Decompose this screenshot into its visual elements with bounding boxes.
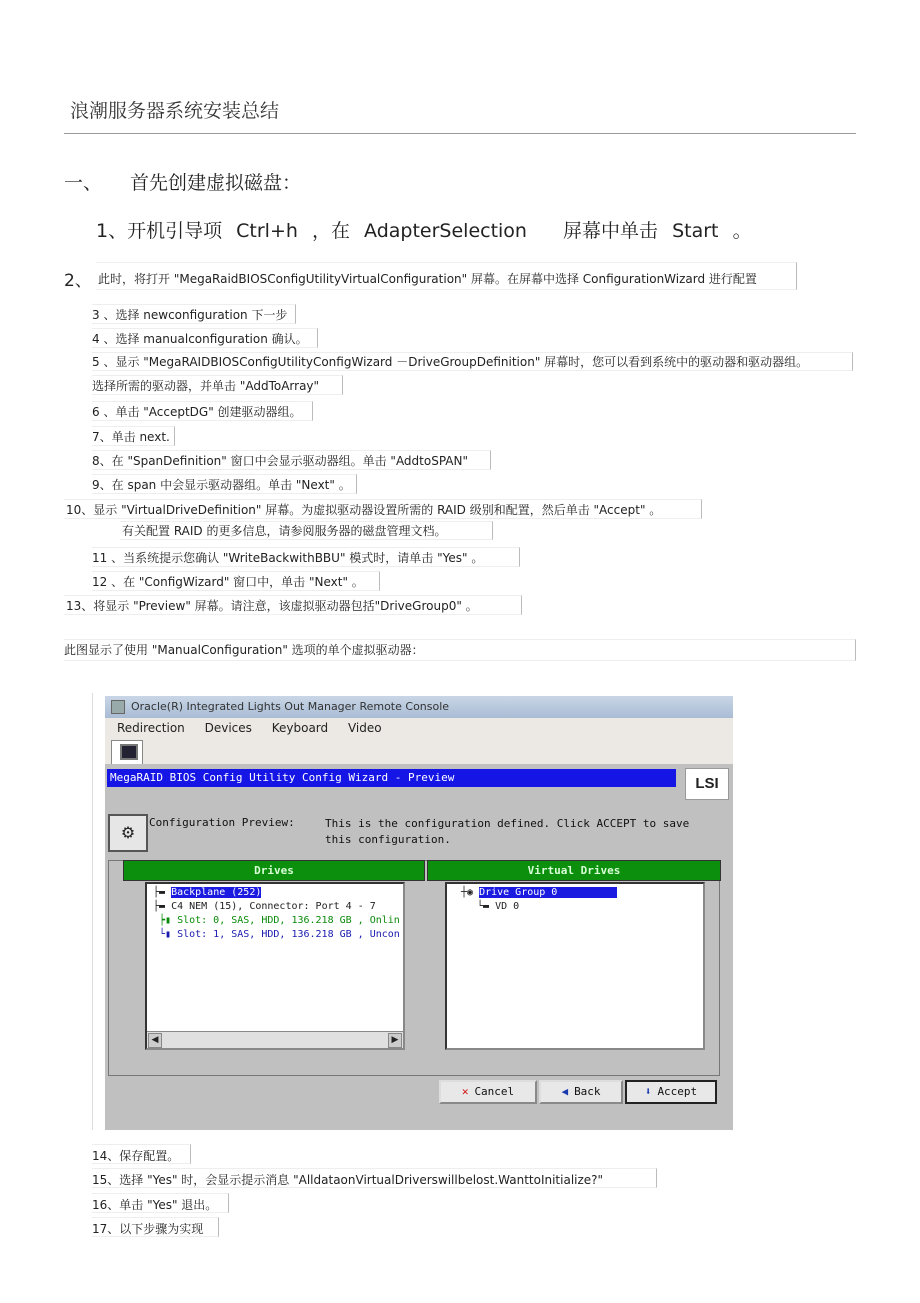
step-9: 9、在 span 中会显示驱动器组。单击 "Next" 。	[92, 478, 351, 492]
menu-keyboard[interactable]: Keyboard	[271, 721, 329, 735]
menu-redirection[interactable]: Redirection	[117, 721, 185, 735]
section-heading: 首先创建虚拟磁盘：	[130, 172, 302, 194]
drive-nem[interactable]: C4 NEM (15), Connector: Port 4 - 7	[171, 901, 376, 912]
accept-button[interactable]: ⬇ Accept	[625, 1080, 717, 1104]
tab-row	[105, 738, 733, 765]
drive-slot-1[interactable]: Slot: 1, SAS, HDD, 136.218 GB , Uncon	[177, 929, 400, 940]
virtual-drives-panel[interactable]: ┼◉ Drive Group 0 └▬ VD 0	[445, 882, 705, 1050]
back-icon: ◀	[561, 1085, 569, 1098]
virtual-drives-header: Virtual Drives	[427, 860, 721, 881]
step-7: 7、单击 next.	[92, 430, 170, 444]
menu-video[interactable]: Video	[347, 721, 382, 735]
cancel-icon: ✕	[461, 1085, 469, 1098]
step-1-g: 。	[732, 220, 752, 242]
drives-panel[interactable]: ├▬ Backplane (252) ├▬ C4 NEM (15), Connector: Port 4 - 7 ┝▮ Slot: 0, SAS, HDD, 136.218 GB , Onlin └▮ Slot: 1, SAS, HDD, 136.218 GB , Uncon ◀ ▶	[145, 882, 405, 1050]
step-3: 3 、选择 newconfiguration 下一步	[92, 308, 288, 322]
step-8: 8、在 "SpanDefinition" 窗口中会显示驱动器组。单击 "AddtoSPAN"	[92, 454, 469, 468]
menu-devices[interactable]: Devices	[204, 721, 252, 735]
step-2-number: 2、	[64, 271, 92, 291]
step-11: 11 、当系统提示您确认 "WriteBackwithBBU" 模式时，请单击 "Yes" 。	[92, 551, 484, 565]
preview-label: Configuration Preview:	[149, 816, 295, 829]
step-4: 4 、选择 manualconfiguration 确认。	[92, 332, 308, 346]
wizard-header: MegaRAID BIOS Config Utility Config Wizard - Preview	[107, 769, 676, 787]
console-screenshot	[92, 693, 734, 1130]
monitor-icon	[120, 744, 138, 760]
console-window	[105, 696, 733, 1130]
step-1-f: Start	[672, 220, 719, 242]
back-button[interactable]: ◀ Back	[539, 1080, 623, 1104]
scroll-right-icon[interactable]: ▶	[388, 1033, 402, 1048]
step-1-e: 屏幕中单击	[563, 220, 659, 242]
scroll-left-icon[interactable]: ◀	[148, 1033, 162, 1048]
step-10: 10、显示 "VirtualDriveDefinition" 屏幕。为虚拟驱动器设置所需的 RAID 级别和配置，然后单击 "Accept" 。	[66, 503, 662, 517]
step-6: 6 、单击 "AcceptDG" 创建驱动器组。	[92, 405, 302, 419]
step-14: 14、保存配置。	[92, 1149, 180, 1163]
app-icon	[111, 700, 125, 714]
window-titlebar	[105, 696, 733, 718]
drive-group-0[interactable]: Drive Group 0	[479, 887, 617, 898]
preview-description: This is the configuration defined. Click ACCEPT to save this configuration.	[325, 817, 690, 846]
step-13: 13、将显示 "Preview" 屏幕。请注意，该虚拟驱动器包括"DriveGroup0" 。	[66, 599, 478, 613]
step-1-d: AdapterSelection	[364, 220, 527, 242]
accept-icon: ⬇	[644, 1085, 652, 1098]
step-2-text: 此时，将打开 "MegaRaidBIOSConfigUtilityVirtualConfiguration" 屏幕。在屏幕中选择 ConfigurationWizard 进行配置	[98, 272, 757, 286]
step-1-a: 1、开机引导项	[96, 220, 223, 242]
vd-0[interactable]: VD 0	[495, 901, 520, 912]
step-17: 17、以下步骤为实现	[92, 1222, 204, 1236]
step-5-cont: 选择所需的驱动器，并单击 "AddToArray"	[92, 379, 320, 393]
step-10-cont: 有关配置 RAID 的更多信息，请参阅服务器的磁盘管理文档。	[122, 524, 447, 538]
lsi-logo: LSI	[685, 768, 729, 800]
step-16: 16、单击 "Yes" 退出。	[92, 1198, 218, 1212]
window-title: Oracle(R) Integrated Lights Out Manager Remote Console	[131, 700, 450, 713]
step-1	[96, 216, 760, 243]
drive-backplane[interactable]: Backplane (252)	[171, 887, 262, 898]
page-title: 浪潮服务器系统安装总结	[70, 100, 280, 122]
bios-screen	[105, 764, 733, 1130]
step-12: 12 、在 "ConfigWizard" 窗口中，单击 "Next" 。	[92, 575, 364, 589]
cancel-button[interactable]: ✕ Cancel	[439, 1080, 537, 1104]
step-15: 15、选择 "Yes" 时，会显示提示消息 "AlldataonVirtualDriverswillbelost.WanttoInitialize?"	[92, 1173, 604, 1187]
title-divider	[64, 133, 856, 134]
figure-caption: 此图显示了使用 "ManualConfiguration" 选项的单个虚拟驱动器：	[64, 643, 424, 657]
drives-scrollbar[interactable]	[147, 1031, 403, 1048]
step-5: 5 、显示 "MegaRAIDBIOSConfigUtilityConfigWizard －DriveGroupDefinition" 屏幕时，您可以看到系统中的驱动器和驱动器组。	[92, 355, 809, 369]
drives-header: Drives	[123, 860, 425, 881]
step-1-c: ，在	[311, 220, 350, 242]
drive-slot-0[interactable]: Slot: 0, SAS, HDD, 136.218 GB , Onlin	[177, 915, 400, 926]
preview-icon: ⚙	[108, 814, 148, 852]
menu-bar	[105, 718, 733, 738]
step-1-b: Ctrl+h	[236, 220, 298, 242]
console-tab[interactable]	[111, 740, 143, 765]
section-number: 一、	[64, 172, 103, 194]
